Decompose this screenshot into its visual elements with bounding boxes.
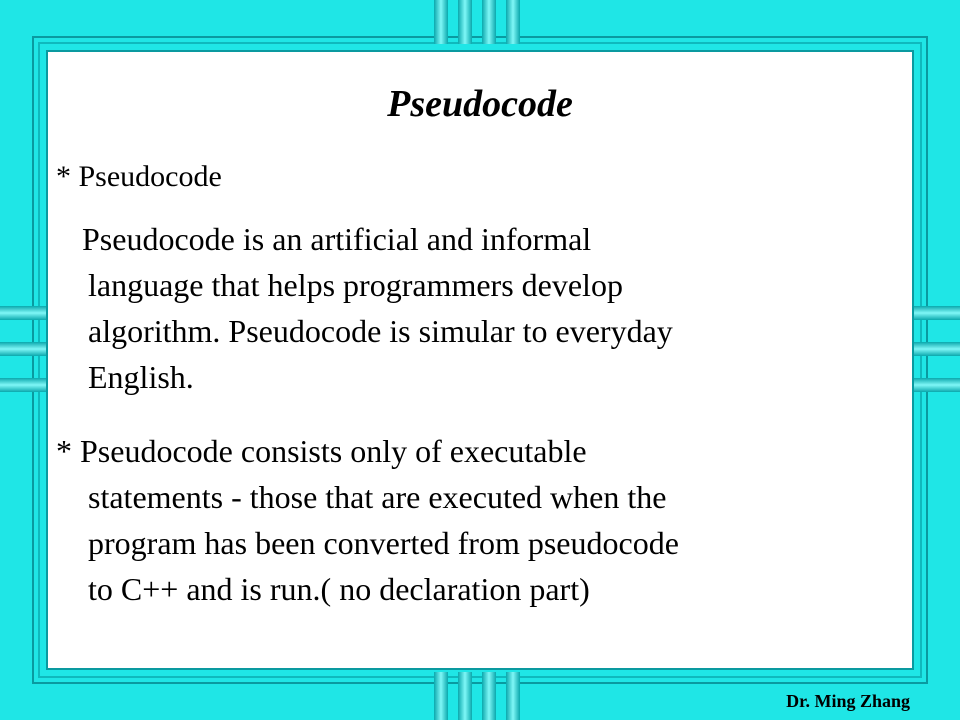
paragraph-line: algorithm. Pseudocode is simular to everyday [88,313,673,349]
top-deco-bar-2 [458,0,472,44]
left-deco-bar-2 [0,342,46,356]
left-deco-bar-3 [0,378,46,392]
paragraph-line: * Pseudocode consists only of executable [56,433,587,469]
paragraph-statements [56,428,896,612]
bullet-heading: * Pseudocode [56,160,222,193]
paragraph-line: to C++ and is run.( no declaration part) [88,571,590,607]
top-deco-bar-1 [434,0,448,44]
paragraph-line: language that helps programmers develop [88,267,623,303]
top-deco-bar-3 [482,0,496,44]
paragraph-line: Pseudocode is an artificial and informal [82,221,592,257]
paragraph-line: program has been converted from pseudocode [88,525,679,561]
bottom-deco-bar-1 [434,672,448,720]
paragraph-definition [56,216,896,400]
paragraph-line: English. [88,359,194,395]
slide-title: Pseudocode [387,83,573,125]
top-deco-bar-4 [506,0,520,44]
paragraph-line: statements - those that are executed when the [88,479,667,515]
bottom-deco-bar-2 [458,672,472,720]
left-deco-bar-1 [0,306,46,320]
right-deco-bar-2 [914,342,960,356]
right-deco-bar-3 [914,378,960,392]
footer-author: Dr. Ming Zhang [786,691,910,711]
bottom-deco-bar-3 [482,672,496,720]
right-deco-bar-1 [914,306,960,320]
bottom-deco-bar-4 [506,672,520,720]
